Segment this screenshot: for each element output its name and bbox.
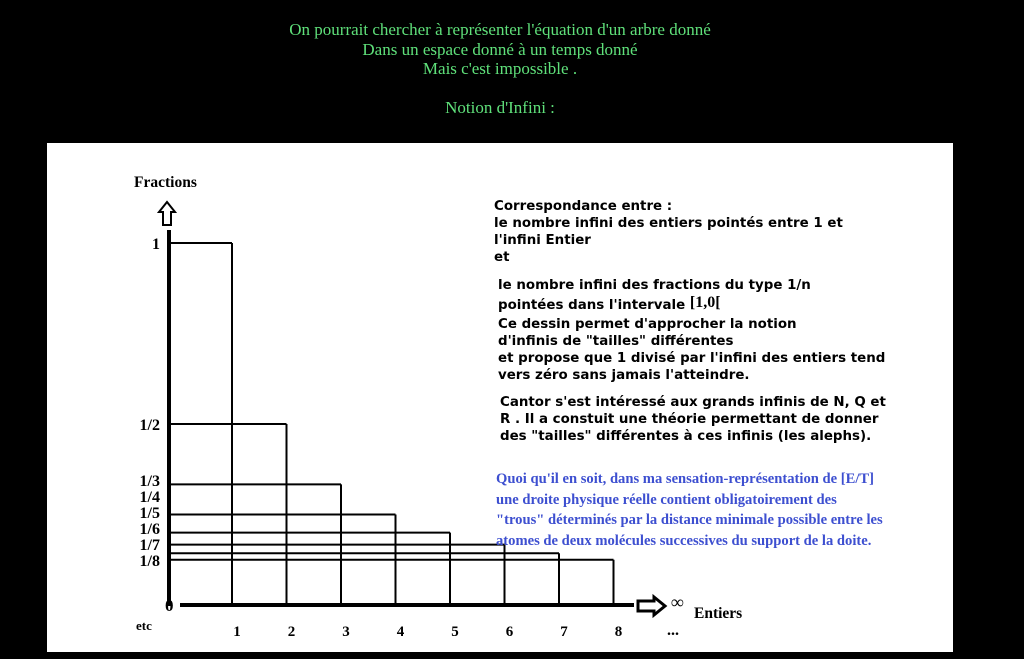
y-axis-title: Fractions bbox=[134, 174, 197, 191]
y-tick-label: 1/6 bbox=[139, 520, 160, 538]
text-line: l'infini Entier bbox=[494, 233, 591, 248]
y-tick-label: 1/3 bbox=[139, 472, 160, 490]
paragraph-fractions bbox=[498, 277, 811, 314]
text-line: d'infinis de "tailles" différentes bbox=[498, 334, 734, 349]
x-tick-label: 7 bbox=[560, 624, 568, 640]
y-axis-arrow-icon bbox=[159, 202, 175, 225]
text-line: des "tailles" différentes à ces infinis (les alephs). bbox=[500, 429, 872, 444]
header-line-1: On pourrait chercher à représenter l'équation d'un arbre donné bbox=[289, 20, 711, 39]
ellipsis-label: ... bbox=[667, 622, 679, 639]
y-tick-label: 1/5 bbox=[139, 504, 160, 522]
y-tick-label: 1 bbox=[152, 236, 160, 253]
x-axis-arrow-icon bbox=[638, 597, 665, 615]
x-tick-label: 8 bbox=[614, 624, 623, 640]
text-span: pointées dans l'intervale bbox=[498, 298, 686, 313]
infinity-icon: ∞ bbox=[671, 592, 684, 612]
x-tick-label: 1 bbox=[233, 624, 241, 640]
x-tick-label: 3 bbox=[342, 624, 350, 640]
header-line-2: Dans un espace donné à un temps donné bbox=[362, 39, 638, 59]
text-line: Ce dessin permet d'approcher la notion bbox=[498, 317, 797, 332]
text-line: vers zéro sans jamais l'atteindre. bbox=[498, 368, 750, 383]
paragraph-cantor bbox=[500, 394, 886, 445]
text-line: le nombre infini des fractions du type 1/n bbox=[498, 278, 811, 293]
paragraph-dessin bbox=[498, 316, 885, 384]
y-tick-label: 1/2 bbox=[139, 417, 160, 434]
x-tick-label: 4 bbox=[396, 624, 405, 640]
text-line: Correspondance entre : bbox=[494, 199, 673, 214]
x-tick-label: 6 bbox=[505, 624, 514, 640]
text-line: une droite physique réelle contient obligatoirement des bbox=[496, 491, 837, 508]
y-tick-label: 1/8 bbox=[139, 552, 160, 570]
paragraph-sensation bbox=[496, 469, 883, 551]
text-line: R . Il a constuit une théorie permettant de donner bbox=[500, 412, 879, 427]
header-line-3: Mais c'est impossible . bbox=[422, 59, 578, 78]
text-line: le nombre infini des entiers pointés entre 1 et bbox=[494, 216, 843, 231]
y-tick-label: 1/7 bbox=[139, 536, 160, 554]
y-tick-label: 1/4 bbox=[139, 488, 160, 506]
text-line: Quoi qu'il en soit, dans ma sensation-représentation de [E/T] bbox=[496, 471, 874, 487]
interval-label: [1,0[ bbox=[689, 294, 721, 311]
etc-label: etc bbox=[136, 618, 152, 633]
text-line: atomes de deux molécules successives du support de la doite. bbox=[496, 532, 872, 549]
text-line: Cantor s'est intéressé aux grands infinis de N, Q et bbox=[500, 395, 886, 410]
header-line-4: Notion d'Infini : bbox=[445, 98, 555, 117]
paragraph-correspondance bbox=[494, 198, 843, 266]
text-line: et bbox=[494, 250, 510, 265]
text-line: et propose que 1 divisé par l'infini des entiers tend bbox=[498, 351, 886, 366]
text-line bbox=[498, 294, 811, 314]
x-tick-label: 2 bbox=[287, 624, 296, 640]
text-line: "trous" déterminés par la distance minimale possible entre les bbox=[496, 512, 883, 528]
x-axis-title: Entiers bbox=[694, 605, 743, 622]
x-tick-label: 5 bbox=[451, 624, 459, 640]
origin-label: 0 bbox=[165, 596, 174, 615]
